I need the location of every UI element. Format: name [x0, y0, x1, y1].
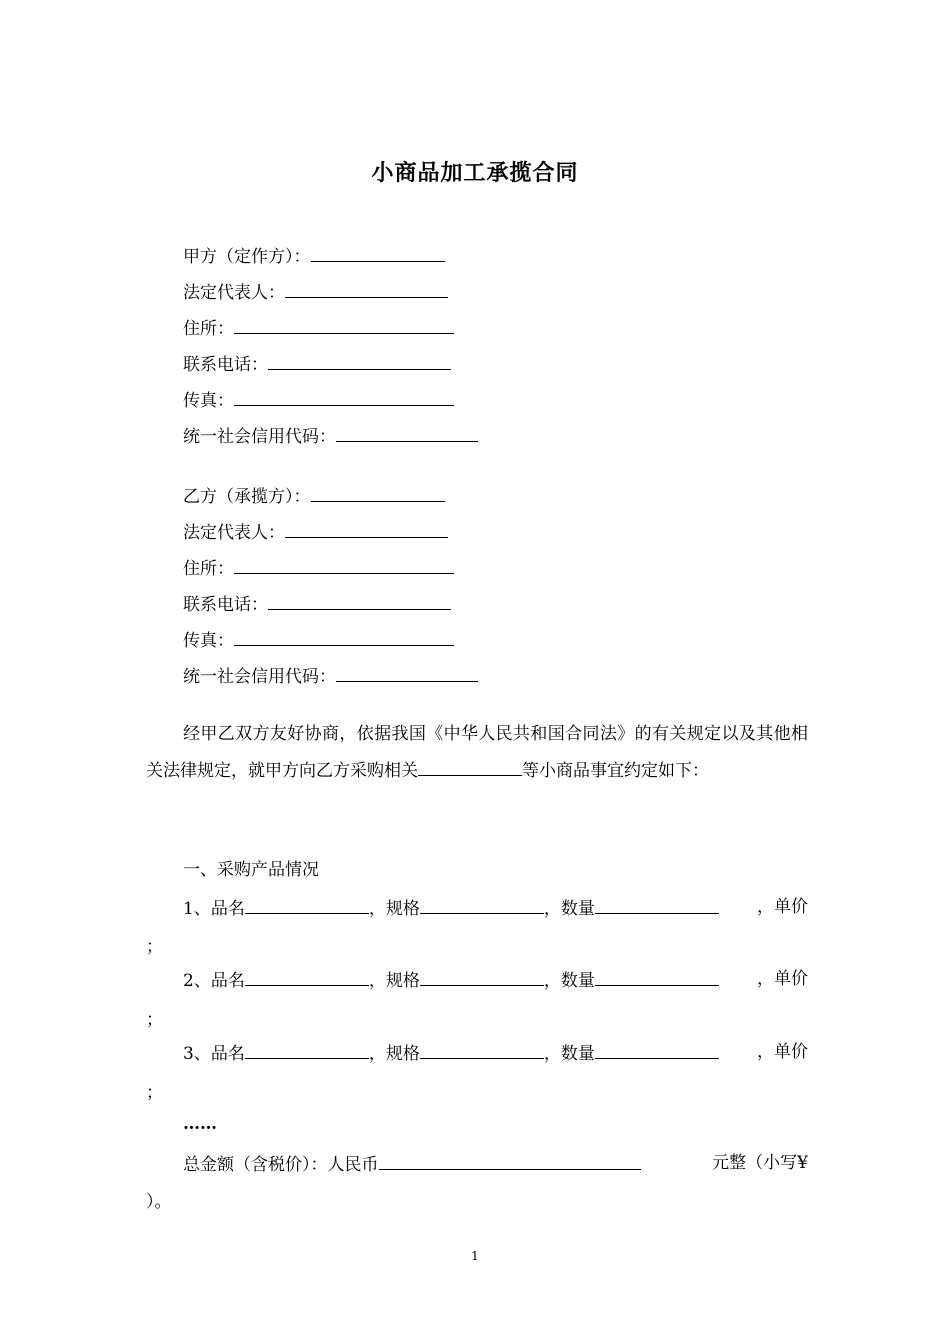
item1-name-blank[interactable]	[245, 895, 369, 914]
page-number: 1	[471, 1249, 479, 1263]
section1-heading: 一、采购产品情况	[183, 860, 319, 880]
party-a-legal-rep-blank[interactable]	[285, 279, 448, 298]
party-a-address: 住所：	[183, 315, 454, 339]
party-a-phone-blank[interactable]	[268, 351, 451, 370]
total-amount-row: 总金额（含税价）：人民币 元整（小写¥	[183, 1153, 808, 1175]
party-b-heading: 乙方（承揽方）：	[183, 483, 445, 507]
item1-spec-blank[interactable]	[420, 895, 544, 914]
item-row-2: 2、品名 ，规格 ，数量 ，单价	[183, 969, 808, 991]
party-b-legal-rep-blank[interactable]	[285, 519, 448, 538]
item2-qty-blank[interactable]	[595, 967, 719, 986]
item3-qty-blank[interactable]	[595, 1040, 719, 1059]
party-a-heading: 甲方（定作方）：	[183, 243, 445, 267]
party-a-fax: 传真：	[183, 387, 454, 411]
item3-semicolon: ；	[146, 1083, 163, 1103]
total-amount-end: ）。	[146, 1192, 172, 1212]
party-a-name-blank[interactable]	[311, 243, 445, 262]
item1-qty-blank[interactable]	[595, 895, 719, 914]
intro-product-blank[interactable]	[418, 757, 522, 776]
item3-name-blank[interactable]	[245, 1040, 369, 1059]
ellipsis: ……	[183, 1114, 217, 1134]
party-a-fax-blank[interactable]	[234, 387, 454, 406]
party-b-name-blank[interactable]	[311, 483, 445, 502]
party-b-phone: 联系电话：	[183, 591, 451, 615]
item-row-3: 3、品名 ，规格 ，数量 ，单价	[183, 1042, 808, 1064]
party-a-legal-rep: 法定代表人：	[183, 279, 448, 303]
party-b-legal-rep: 法定代表人：	[183, 519, 448, 543]
party-b-credit-code: 统一社会信用代码：	[183, 663, 478, 687]
party-a-credit-code-blank[interactable]	[336, 423, 478, 442]
party-a-phone: 联系电话：	[183, 351, 451, 375]
party-a-credit-code: 统一社会信用代码：	[183, 423, 478, 447]
party-b-fax-blank[interactable]	[234, 627, 454, 646]
item1-semicolon: ；	[146, 937, 163, 957]
party-b-phone-blank[interactable]	[268, 591, 451, 610]
item3-spec-blank[interactable]	[420, 1040, 544, 1059]
party-a-address-blank[interactable]	[234, 315, 454, 334]
item2-spec-blank[interactable]	[420, 967, 544, 986]
document-title: 小商品加工承揽合同	[371, 160, 579, 186]
total-amount-blank[interactable]	[379, 1151, 641, 1170]
party-b-fax: 传真：	[183, 627, 454, 651]
party-b-credit-code-blank[interactable]	[336, 663, 478, 682]
intro-paragraph: 经甲乙双方友好协商，依据我国《中华人民共和国合同法》的有关规定以及其他相关法律规定，就甲方向乙方采购相关 等小商品事宜约定如下：	[146, 724, 808, 781]
item-row-1: 1、品名 ，规格 ，数量 ，单价	[183, 897, 808, 919]
item2-semicolon: ；	[146, 1010, 163, 1030]
party-b-address: 住所：	[183, 555, 454, 579]
item2-name-blank[interactable]	[245, 967, 369, 986]
party-b-address-blank[interactable]	[234, 555, 454, 574]
